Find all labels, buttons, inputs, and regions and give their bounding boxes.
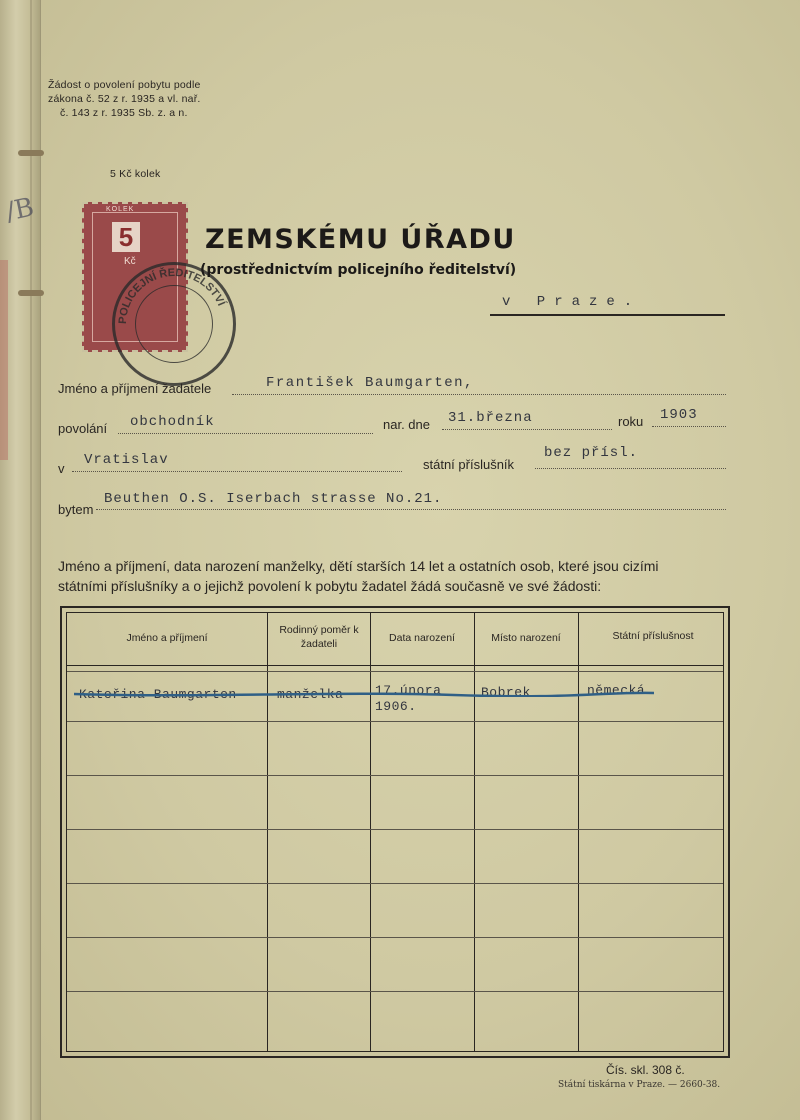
- revenue-stamp-value: 5: [112, 222, 140, 252]
- law-note-line-1: Žádost o povolení pobytu podle: [48, 79, 201, 91]
- document-title: ZEMSKÉMU ÚŘADU: [205, 224, 516, 255]
- table-cell-relation: manželka: [277, 687, 344, 702]
- name-value: František Baumgarten,: [266, 375, 474, 391]
- born-dotted-line: [442, 429, 612, 430]
- citizenship-value: bez přísl.: [544, 445, 639, 461]
- postmark-text: POLICEJNÍ ŘEDITELSTVÍ: [116, 266, 228, 325]
- police-postmark: [112, 262, 236, 386]
- document-subtitle: (prostřednictvím policejního ředitelství): [200, 262, 517, 278]
- citizenship-label: státní příslušník: [423, 457, 515, 472]
- name-label: Jméno a příjmení žadatele: [58, 381, 212, 396]
- born-label: nar. dne: [383, 417, 430, 432]
- blue-strike-line: [74, 689, 654, 697]
- table-cell-birth-date: 17.února 1906.: [375, 683, 442, 714]
- year-dotted-line: [652, 426, 726, 427]
- column-header-birth-place: Místo narození: [491, 632, 561, 644]
- location-value: v Praze.: [502, 294, 642, 310]
- family-members-table: [60, 606, 730, 1058]
- postmark-text-ring: [112, 262, 236, 386]
- law-note-line-2: zákona č. 52 z r. 1935 a vl. nař.: [48, 93, 201, 105]
- residence-value: Beuthen O.S. Iserbach strasse No.21.: [104, 491, 443, 507]
- column-header-citizenship: Státní příslušnost: [612, 630, 694, 642]
- column-header-name: Jméno a příjmení: [126, 632, 208, 644]
- place-prefix: v: [58, 461, 65, 476]
- stamp-note: 5 Kč kolek: [110, 168, 161, 180]
- location-underline: [490, 314, 725, 316]
- instructions-line-1: Jméno a příjmení, data narození manželky, dětí starších 14 let a ostatních osob, které jsou cizími: [58, 558, 659, 574]
- residence-label: bytem: [58, 502, 94, 517]
- table-cell-name: Kateřina Baumgarten: [79, 687, 237, 702]
- revenue-stamp-top-text: KOLEK: [106, 206, 135, 213]
- margin-handwriting: /B: [3, 192, 37, 228]
- name-dotted-line: [232, 394, 726, 395]
- staple-bottom: [18, 290, 44, 296]
- year-value: 1903: [660, 407, 698, 423]
- column-header-birth-date: Data narození: [389, 632, 455, 644]
- red-margin-mark: [0, 260, 8, 460]
- law-note-line-3: č. 143 z r. 1935 Sb. z. a n.: [60, 107, 188, 119]
- residence-dotted-line: [96, 509, 726, 510]
- table-cell-citizenship: německá: [587, 683, 646, 698]
- staple-top: [18, 150, 44, 156]
- form-number: Čís. skl. 308 č.: [606, 1063, 685, 1077]
- revenue-stamp-currency: Kč: [124, 256, 136, 267]
- born-value: 31.března: [448, 410, 533, 426]
- citizenship-dotted-line: [535, 468, 726, 469]
- occupation-value: obchodník: [130, 414, 215, 430]
- occupation-label: povolání: [58, 421, 108, 436]
- occupation-dotted-line: [118, 433, 373, 434]
- column-header-relation: Rodinný poměr k žadateli: [279, 624, 359, 650]
- printer-note: Státní tiskárna v Praze. — 2660-38.: [558, 1080, 721, 1090]
- place-dotted-line: [72, 471, 402, 472]
- binding-edge: [0, 0, 41, 1120]
- instructions-line-2: státními příslušníky a o jejichž povolení k pobytu žadatel žádá současně ve své žádosti:: [58, 578, 602, 594]
- year-label: roku: [618, 414, 644, 429]
- place-value: Vratislav: [84, 452, 169, 468]
- table-cell-birth-place: Bobrek: [481, 685, 531, 700]
